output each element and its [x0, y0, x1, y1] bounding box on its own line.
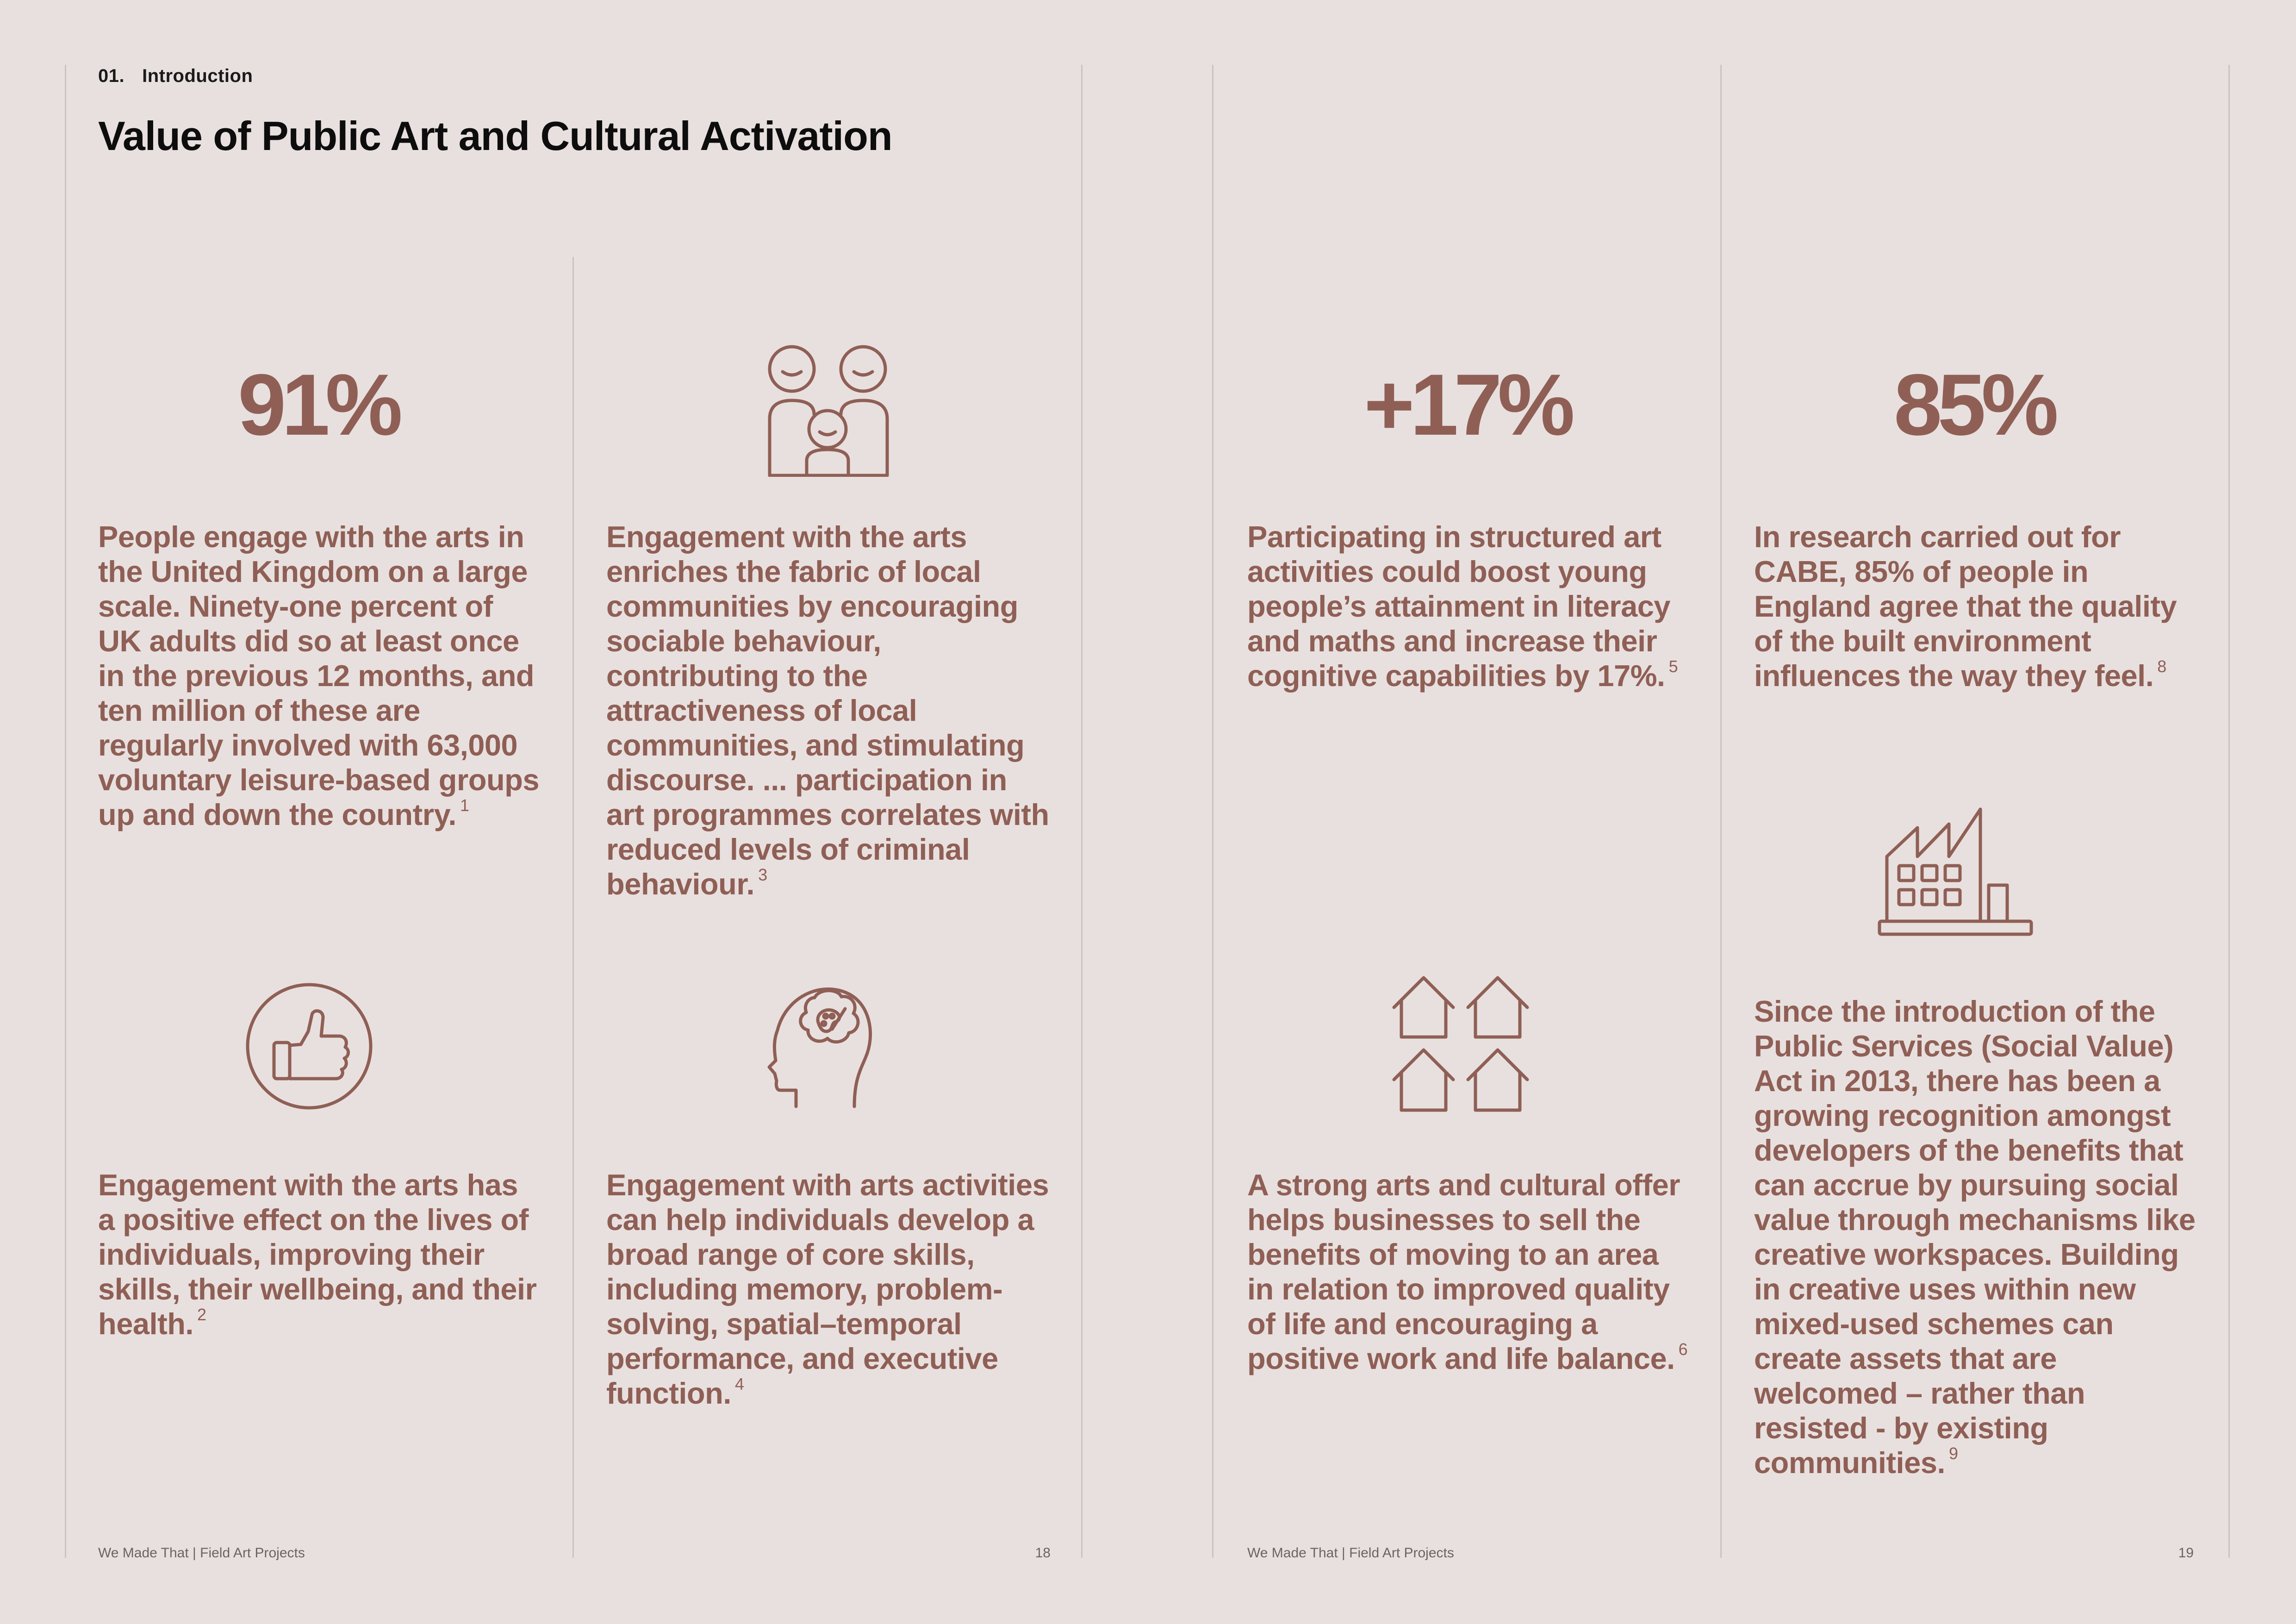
footnote-ref: 9: [1948, 1444, 1958, 1463]
section-label: [98, 66, 253, 87]
section-number: 01.: [98, 66, 125, 86]
family-icon: [766, 345, 891, 477]
footer-publication-left: We Made That | Field Art Projects: [98, 1545, 305, 1561]
text-block-young-people-attainment: [1247, 519, 1692, 693]
text-block-body: Since the introduction of the Public Services (Social Value) Act in 2013, there has been a growing recognition amongst developers of the benefits that can accrue by pursuing social value through mechanisms like creative workspaces. Building in creative uses within new mixed-used schemes can create assets that are welcomed – rather than resisted - by existing communities.: [1754, 994, 2196, 1480]
stat-85-percent: 85%: [1893, 356, 2054, 453]
footnote-ref: 3: [758, 865, 767, 884]
page-number-right: 19: [2178, 1545, 2194, 1561]
footnote-ref: 5: [1668, 657, 1678, 676]
text-block-business-benefits: [1247, 1168, 1692, 1376]
factory-icon: [1877, 806, 2034, 940]
column-rule: [1720, 65, 1722, 1558]
stat-91-percent: 91%: [237, 356, 398, 453]
footnote-ref: 8: [2157, 657, 2166, 676]
stat-plus-17-percent: +17%: [1363, 356, 1571, 453]
text-block-body: Engagement with arts activities can help individuals develop a broad range of core skills, including memory, problem-solving, spatial–temporal performance, and executive function.: [606, 1168, 1049, 1410]
text-block-body: Participating in structured art activities could boost young people’s attainment in literacy and maths and increase their cognitive capabilities by 17%.: [1247, 520, 1671, 693]
text-block-body: Engagement with the arts has a positive effect on the lives of individuals, improving their skills, their wellbeing, and their health.: [98, 1168, 537, 1341]
text-block-individual-benefits: [98, 1168, 542, 1341]
column-rule: [1081, 65, 1083, 1558]
footnote-ref: 1: [460, 796, 469, 815]
column-rule: [65, 65, 66, 1558]
thumbs-up-icon: [244, 981, 374, 1111]
column-rule: [1212, 65, 1213, 1558]
column-rule: [572, 257, 574, 1558]
page-number-left: 18: [1035, 1545, 1051, 1561]
section-name: Introduction: [142, 66, 253, 86]
footer-publication-right: We Made That | Field Art Projects: [1247, 1545, 1454, 1561]
text-block-body: People engage with the arts in the United Kingdom on a large scale. Ninety-one percent of UK adults did so at least once in the previous 12 months, and ten million of these are regularly involved with 63,000 voluntary leisure-based groups up and down the country.: [98, 520, 540, 831]
text-block-body: Engagement with the arts enriches the fabric of local communities by encouraging sociable behaviour, contributing to the attractiveness of local communities, and stimulating discourse. ... participation in art programmes correlates with reduced levels of criminal behaviour.: [606, 520, 1049, 901]
creative-mind-icon: [764, 974, 879, 1109]
text-block-body: A strong arts and cultural offer helps businesses to sell the benefits of moving to an area in relation to improved quality of life and encouraging a positive work and life balance.: [1247, 1168, 1680, 1375]
page-title: Value of Public Art and Cultural Activation: [98, 113, 892, 159]
text-block-core-skills: [606, 1168, 1051, 1411]
text-block-community-fabric: [606, 519, 1051, 901]
text-block-arts-engagement: [98, 519, 542, 832]
footnote-ref: 2: [197, 1305, 206, 1324]
text-block-body: In research carried out for CABE, 85% of people in England agree that the quality of the built environment influences the way they feel.: [1754, 520, 2177, 693]
column-rule: [2228, 65, 2230, 1558]
footnote-ref: 6: [1678, 1340, 1688, 1359]
text-block-built-environment: [1754, 519, 2198, 693]
footnote-ref: 4: [734, 1374, 744, 1393]
houses-icon: [1392, 975, 1531, 1114]
text-block-social-value: [1754, 994, 2203, 1480]
